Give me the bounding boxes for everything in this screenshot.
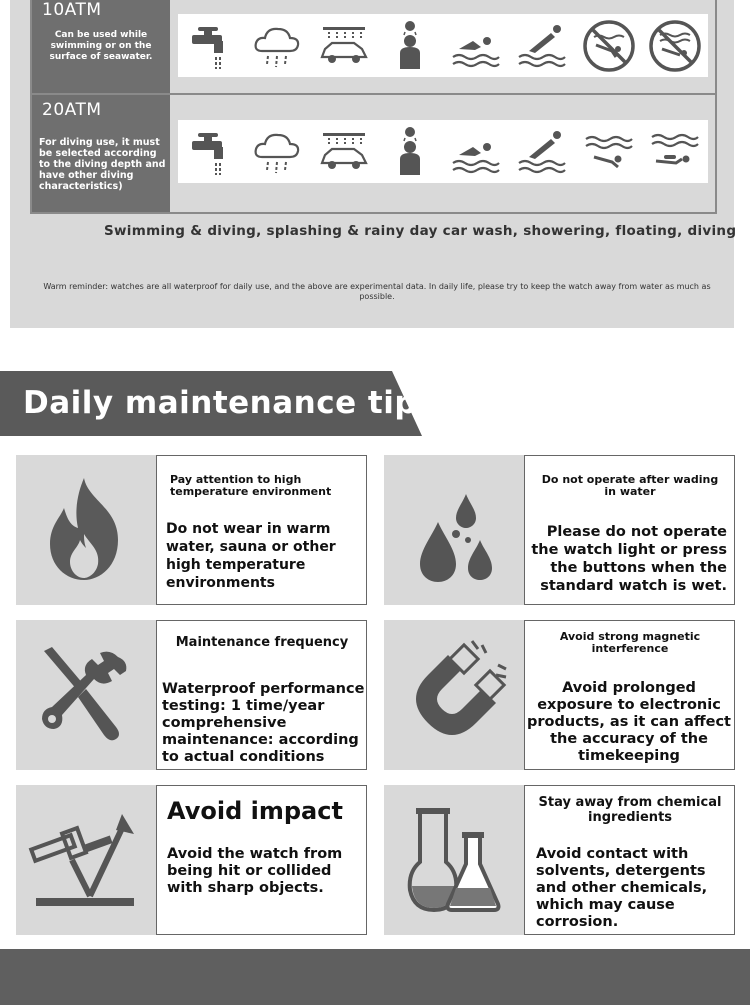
- tip-text-box: [524, 785, 735, 935]
- swimming-icon: [449, 125, 503, 179]
- diving-icon: [515, 19, 569, 73]
- diving-icon: [515, 125, 569, 179]
- tip-card-maintenance-frequency: [16, 620, 366, 770]
- footer-bar: [0, 949, 750, 1005]
- tip-text-box: [156, 785, 367, 935]
- tip-title: Avoid strong magnetic interference: [559, 630, 701, 655]
- rating-description: For diving use, it must be selected according to the diving depth and have other diving characteristics): [39, 137, 166, 192]
- rain-cloud-icon: [250, 19, 304, 73]
- section-title: Daily maintenance tips: [23, 385, 437, 421]
- tip-title: Do not operate after wading in water: [541, 473, 719, 498]
- tip-text-box: [524, 620, 735, 770]
- tip-text-box: [156, 455, 367, 605]
- rating-name: 10ATM: [42, 0, 102, 20]
- activity-icons: [178, 120, 708, 183]
- tip-card-chemical-ingredients: [384, 785, 734, 935]
- tip-card-avoid-impact: [16, 785, 366, 935]
- wrench-screwdriver-icon: [26, 635, 146, 755]
- tip-body: Avoid the watch from being hit or collided with sharp objects.: [167, 846, 343, 896]
- activity-icons: [178, 14, 708, 77]
- tip-body: Avoid prolonged exposure to electronic products, as it can affect the accuracy of the timekeeping: [527, 680, 731, 764]
- tip-body: Do not wear in warm water, sauna or other high temperature environments: [166, 521, 336, 591]
- rating-name: 20ATM: [42, 100, 102, 120]
- rating-row-10atm: [32, 0, 715, 95]
- rating-row-20atm: [32, 95, 715, 212]
- warm-reminder: Warm reminder: watches are all waterproof for daily use, and the above are experimental data. In daily life, please try to keep the watch away from water as much as possible.: [43, 282, 711, 301]
- magnet-icon: [394, 635, 514, 755]
- hammer-impact-icon: [26, 800, 146, 920]
- scuba-diving-icon: [648, 125, 702, 179]
- tip-text-box: [156, 620, 367, 770]
- rating-label-block: [32, 0, 170, 93]
- shower-icon: [383, 125, 437, 179]
- tip-body: Waterproof performance testing: 1 time/year comprehensive maintenance: according to actual conditions: [162, 681, 365, 765]
- snorkeling-icon: [582, 125, 636, 179]
- tip-card-after-wading: [384, 455, 734, 605]
- tip-image: [384, 785, 525, 935]
- chemical-flasks-icon: [394, 800, 514, 920]
- tip-body: Avoid contact with solvents, detergents and other chemicals, which may cause corrosion.: [536, 846, 708, 930]
- no-scuba-diving-icon: [648, 19, 702, 73]
- tip-text-box: [524, 455, 735, 605]
- rating-description: Can be used while swimming or on the surface of seawater.: [49, 30, 153, 62]
- waterproof-rating-table: [30, 0, 717, 214]
- no-snorkeling-icon: [582, 19, 636, 73]
- car-wash-icon: [317, 19, 371, 73]
- tip-title: Maintenance frequency: [175, 635, 349, 650]
- activities-caption: Swimming & diving, splashing & rainy day car wash, showering, floating, diving: [104, 223, 737, 239]
- tip-body: Please do not operate the watch light or press the buttons when the standard watch is wet.: [531, 524, 727, 594]
- rain-cloud-icon: [250, 125, 304, 179]
- tip-card-magnetic-interference: [384, 620, 734, 770]
- flame-icon: [26, 470, 146, 590]
- tip-title: Pay attention to high temperature environment: [170, 473, 332, 498]
- tip-image: [384, 455, 525, 605]
- tip-image: [16, 785, 157, 935]
- faucet-icon: [184, 19, 238, 73]
- tip-title: Avoid impact: [167, 797, 343, 825]
- rating-label-block: [32, 95, 170, 212]
- swimming-icon: [449, 19, 503, 73]
- tip-image: [16, 620, 157, 770]
- tip-image: [384, 620, 525, 770]
- tip-image: [16, 455, 157, 605]
- car-wash-icon: [317, 125, 371, 179]
- faucet-icon: [184, 125, 238, 179]
- tip-card-high-temperature: [16, 455, 366, 605]
- shower-icon: [383, 19, 437, 73]
- tip-title: Stay away from chemical ingredients: [538, 795, 722, 825]
- water-drops-icon: [394, 470, 514, 590]
